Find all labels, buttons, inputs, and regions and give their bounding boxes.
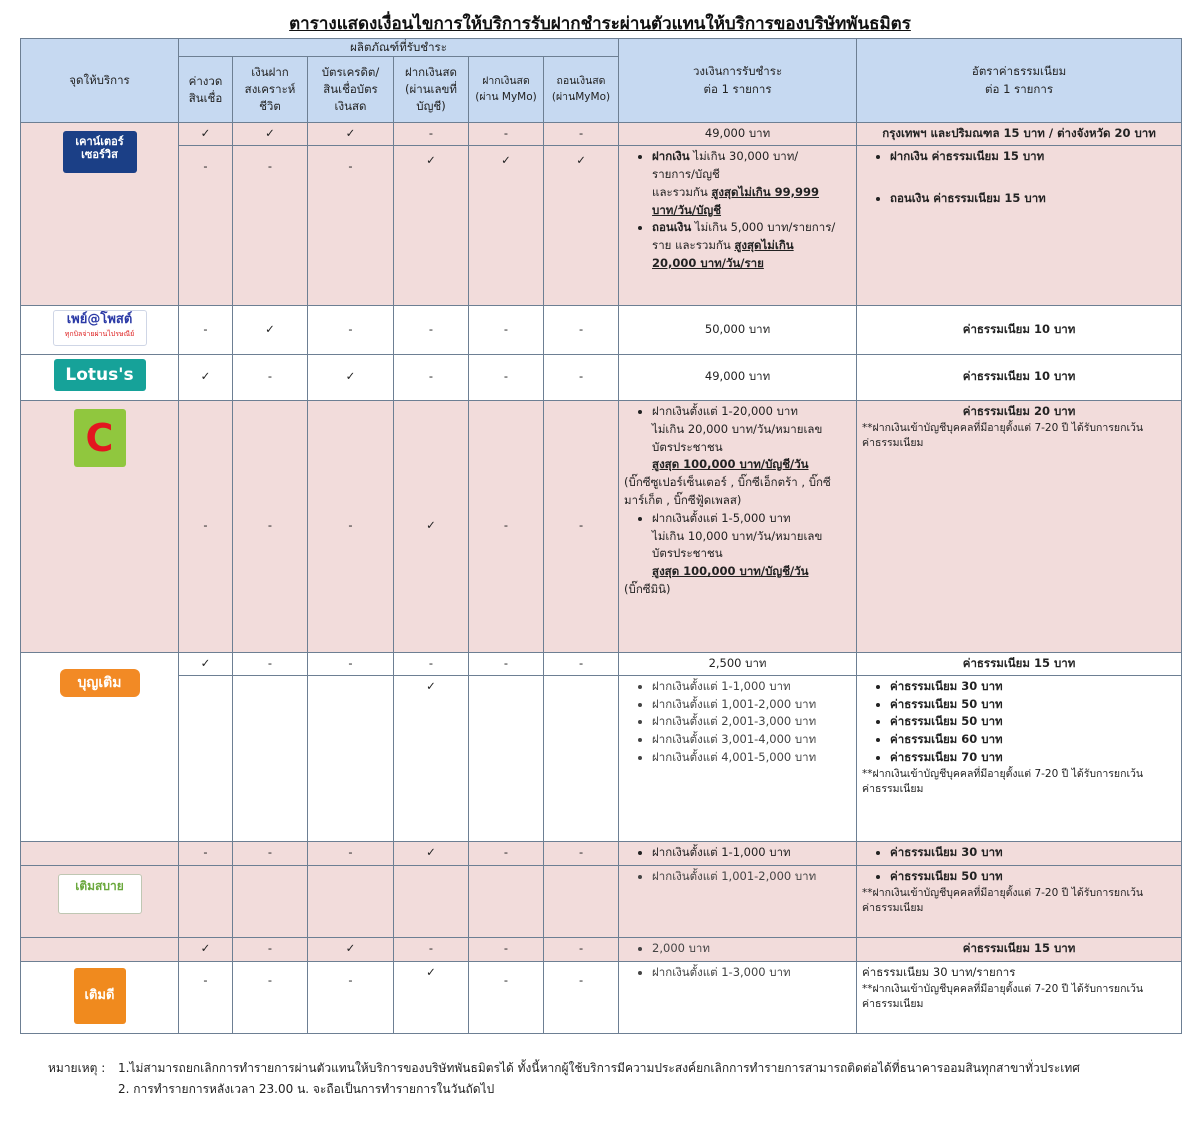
tuksabuy-logo: เติมสบาย: [58, 874, 142, 914]
table-row: [21, 652, 1182, 675]
lotus-cell: [21, 354, 179, 400]
header-withdraw-mymo: ถอนเงินสด (ผ่านMyMo): [544, 57, 619, 123]
header-service-point: จุดให้บริการ: [21, 39, 179, 123]
dash-mark: -: [308, 652, 394, 675]
empty-cell: [308, 675, 394, 841]
check-mark: ✓: [469, 146, 544, 306]
dash-mark: -: [308, 961, 394, 1033]
empty-cell: [21, 841, 179, 865]
fee-detail: • ฝากเงิน ค่าธรรมเนียม 15 บาท • ถอนเงิน ค่าธรรมเนียม 15 บาท: [857, 146, 1182, 306]
check-mark: ✓: [179, 354, 233, 400]
empty-cell: [233, 865, 308, 937]
header-deposit-mymo: ฝากเงินสด (ผ่าน MyMo): [469, 57, 544, 123]
empty-cell: [179, 865, 233, 937]
header-limit: วงเงินการรับชำระ ต่อ 1 รายการ: [619, 39, 857, 123]
dash-mark: -: [469, 652, 544, 675]
header-fee: อัตราค่าธรรมเนียม ต่อ 1 รายการ: [857, 39, 1182, 123]
note-1: 1.ไม่สามารถยกเลิกการทำรายการผ่านตัวแทนให้บริการของบริษัทพันธมิตรได้ ทั้งนี้หากผู้ใช้บริการมีความประสงค์ยกเลิกการทำรายการสามารถติดต่อได้ที่ธนาคารออมสินทุกสาขาทั่วประเทศ: [118, 1061, 1080, 1075]
bigc-logo: C: [74, 409, 126, 467]
dash-mark: -: [308, 306, 394, 355]
table-row: [21, 123, 1182, 146]
table-row: [21, 865, 1182, 937]
service-conditions-table: [20, 38, 1182, 1034]
lotus-logo: Lotus's: [54, 359, 146, 391]
dash-mark: -: [233, 354, 308, 400]
dash-mark: -: [308, 146, 394, 306]
check-mark: ✓: [308, 937, 394, 961]
dash-mark: -: [233, 652, 308, 675]
check-mark: ✓: [394, 675, 469, 841]
dash-mark: -: [544, 400, 619, 652]
note-2: 2. การทำรายการหลังเวลา 23.00 น. จะถือเป็นการทำรายการในวันถัดไป: [118, 1082, 495, 1096]
limit-value: 49,000 บาท: [619, 123, 857, 146]
dash-mark: -: [179, 306, 233, 355]
check-mark: ✓: [179, 123, 233, 146]
table-row: [21, 937, 1182, 961]
fee-detail: ค่าธรรมเนียม 30 บาท/รายการ **ฝากเงินเข้าบัญชีบุคคลที่มีอายุตั้งแต่ 7-20 ปี ได้รับการยกเว้น ค่าธรรมเนียม: [857, 961, 1182, 1033]
check-mark: ✓: [394, 146, 469, 306]
table-row: [21, 675, 1182, 841]
dash-mark: -: [469, 841, 544, 865]
dash-mark: -: [308, 841, 394, 865]
limit-detail: • ฝากเงินตั้งแต่ 1-1,000 บาท: [619, 841, 857, 865]
table-row: [21, 306, 1182, 355]
empty-cell: [233, 675, 308, 841]
fee-value: ค่าธรรมเนียม 10 บาท: [857, 354, 1182, 400]
pay-post-logo: เพย์@โพสต์ ทุกบิลจ่ายผ่านไปรษณีย์: [53, 310, 147, 346]
fee-value: ค่าธรรมเนียม 10 บาท: [857, 306, 1182, 355]
empty-cell: [469, 865, 544, 937]
limit-value: 49,000 บาท: [619, 354, 857, 400]
limit-detail: • ฝากเงิน ไม่เกิน 30,000 บาท/ รายการ/บัญชี และรวมกัน สูงสุดไม่เกิน 99,999 บาท/วัน/บัญชี • ถอนเงิน ไม่เกิน 5,000 บาท/รายการ/ ราย และรวมกัน สูงสุดไม่เกิน 20,000 บาท/วัน/ราย: [619, 146, 857, 306]
table-row: [21, 146, 1182, 306]
limit-value: 50,000 บาท: [619, 306, 857, 355]
dash-mark: -: [544, 937, 619, 961]
tuksabuy-cell: [21, 865, 179, 937]
fee-detail: • ค่าธรรมเนียม 30 บาท • ค่าธรรมเนียม 50 บาท • ค่าธรรมเนียม 50 บาท • ค่าธรรมเนียม 60 บาท • ค่าธรรมเนียม 70 บาท **ฝากเงินเข้าบัญชีบุคคลที่มีอายุตั้งแต่ 7-20 ปี ได้รับการยกเว้น ค่าธรรมเนียม: [857, 675, 1182, 841]
check-mark: ✓: [233, 306, 308, 355]
dash-mark: -: [544, 354, 619, 400]
termdee-cell: [21, 961, 179, 1033]
dash-mark: -: [469, 400, 544, 652]
limit-value: 2,500 บาท: [619, 652, 857, 675]
notes-label: หมายเหตุ :: [48, 1061, 106, 1075]
header-products-group: ผลิตภัณฑ์ที่รับชำระ: [179, 39, 619, 57]
check-mark: ✓: [544, 146, 619, 306]
limit-detail: • ฝากเงินตั้งแต่ 1,001-2,000 บาท: [619, 865, 857, 937]
empty-cell: [21, 937, 179, 961]
dash-mark: -: [308, 400, 394, 652]
counter-service-logo: เคาน์เตอร์ เซอร์วิส: [63, 131, 137, 173]
footnotes: [48, 1058, 1178, 1100]
dash-mark: -: [544, 841, 619, 865]
dash-mark: -: [469, 354, 544, 400]
header-loan: ค่างวด สินเชื่อ: [179, 57, 233, 123]
check-mark: ✓: [179, 652, 233, 675]
dash-mark: -: [394, 652, 469, 675]
fee-value: กรุงเทพฯ และปริมณฑล 15 บาท / ต่างจังหวัด 20 บาท: [857, 123, 1182, 146]
fee-value: ค่าธรรมเนียม 15 บาท: [857, 937, 1182, 961]
header-row-1: [21, 39, 1182, 57]
dash-mark: -: [544, 123, 619, 146]
fee-detail: • ค่าธรรมเนียม 50 บาท **ฝากเงินเข้าบัญชีบุคคลที่มีอายุตั้งแต่ 7-20 ปี ได้รับการยกเว้น ค่าธรรมเนียม: [857, 865, 1182, 937]
check-mark: ✓: [308, 354, 394, 400]
dash-mark: -: [544, 652, 619, 675]
empty-cell: [394, 865, 469, 937]
limit-detail: • ฝากเงินตั้งแต่ 1-20,000 บาท ไม่เกิน 20,000 บาท/วัน/หมายเลข บัตรประชาชน สูงสุด 100,000 บาท/บัญชี/วัน (บิ๊กซีซูเปอร์เซ็นเตอร์ , บิ๊กซีเอ็กตร้า , บิ๊กซี มาร์เก็ต , บิ๊กซีฟู้ดเพลส) • ฝากเงินตั้งแต่ 1-5,000 บาท ไม่เกิน 10,000 บาท/วัน/หมายเลข บัตรประชาชน สูงสุด 100,000 บาท/บัญชี/วัน (บิ๊กซีมินิ): [619, 400, 857, 652]
dash-mark: -: [233, 937, 308, 961]
dash-mark: -: [394, 354, 469, 400]
dash-mark: -: [179, 146, 233, 306]
check-mark: ✓: [179, 937, 233, 961]
check-mark: ✓: [394, 961, 469, 1033]
fee-detail: • ค่าธรรมเนียม 30 บาท: [857, 841, 1182, 865]
page-title: ตารางแสดงเงื่อนไขการให้บริการรับฝากชำระผ่านตัวแทนให้บริการของบริษัทพันธมิตร: [289, 14, 911, 34]
dash-mark: -: [233, 841, 308, 865]
empty-cell: [308, 865, 394, 937]
dash-mark: -: [394, 306, 469, 355]
empty-cell: [544, 865, 619, 937]
bigc-cell: [21, 400, 179, 652]
check-mark: ✓: [394, 400, 469, 652]
dash-mark: -: [179, 400, 233, 652]
table-row: [21, 354, 1182, 400]
dash-mark: -: [544, 961, 619, 1033]
dash-mark: -: [469, 306, 544, 355]
empty-cell: [469, 675, 544, 841]
table-row: [21, 400, 1182, 652]
fee-detail: ค่าธรรมเนียม 20 บาท **ฝากเงินเข้าบัญชีบุคคลที่มีอายุตั้งแต่ 7-20 ปี ได้รับการยกเว้น ค่าธรรมเนียม: [857, 400, 1182, 652]
counter-service-cell: [21, 123, 179, 306]
table-row: [21, 841, 1182, 865]
limit-detail: • ฝากเงินตั้งแต่ 1-1,000 บาท • ฝากเงินตั้งแต่ 1,001-2,000 บาท • ฝากเงินตั้งแต่ 2,001-3,000 บาท • ฝากเงินตั้งแต่ 3,001-4,000 บาท • ฝากเงินตั้งแต่ 4,001-5,000 บาท: [619, 675, 857, 841]
dash-mark: -: [394, 123, 469, 146]
pay-post-cell: [21, 306, 179, 355]
boonterm-cell: [21, 652, 179, 841]
fee-value: ค่าธรรมเนียม 15 บาท: [857, 652, 1182, 675]
dash-mark: -: [233, 400, 308, 652]
dash-mark: -: [233, 146, 308, 306]
header-deposit-account: ฝากเงินสด (ผ่านเลขที่ บัญชี): [394, 57, 469, 123]
dash-mark: -: [179, 841, 233, 865]
dash-mark: -: [469, 123, 544, 146]
limit-detail: • ฝากเงินตั้งแต่ 1-3,000 บาท: [619, 961, 857, 1033]
dash-mark: -: [544, 306, 619, 355]
check-mark: ✓: [394, 841, 469, 865]
header-welfare-deposit: เงินฝาก สงเคราะห์ ชีวิต: [233, 57, 308, 123]
table-row: [21, 961, 1182, 1033]
check-mark: ✓: [233, 123, 308, 146]
termdee-logo: เติมดี: [74, 968, 126, 1024]
header-credit-card: บัตรเครดิต/ สินเชื่อบัตร เงินสด: [308, 57, 394, 123]
empty-cell: [179, 675, 233, 841]
dash-mark: -: [233, 961, 308, 1033]
check-mark: ✓: [308, 123, 394, 146]
dash-mark: -: [179, 961, 233, 1033]
dash-mark: -: [469, 937, 544, 961]
limit-detail: • 2,000 บาท: [619, 937, 857, 961]
dash-mark: -: [469, 961, 544, 1033]
boonterm-logo: บุญเติม: [60, 669, 140, 697]
empty-cell: [544, 675, 619, 841]
dash-mark: -: [394, 937, 469, 961]
